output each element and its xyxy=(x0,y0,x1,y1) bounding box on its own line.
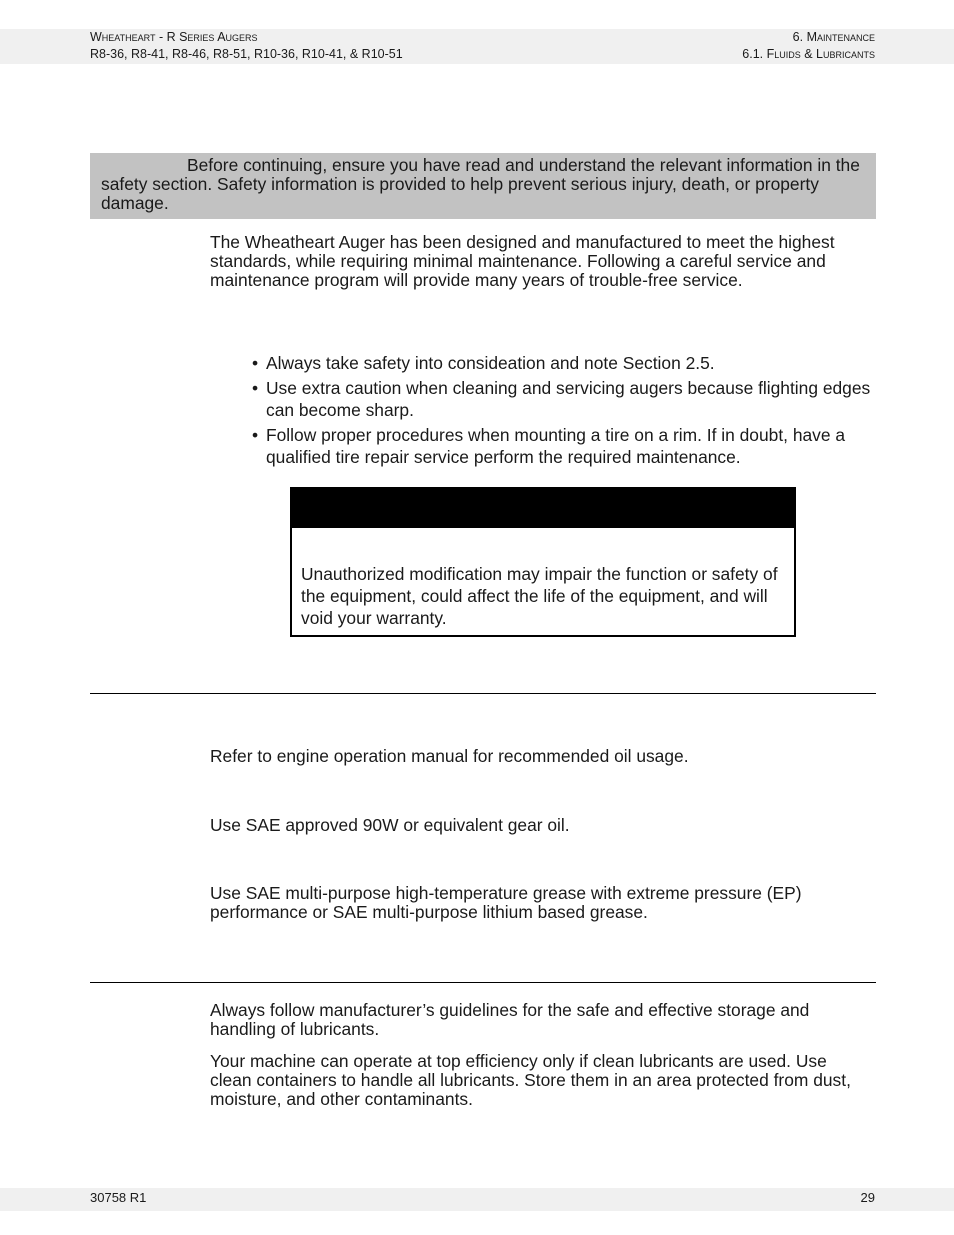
bullet-item: • Use extra caution when cleaning and servicing augers because flighting edges can become sharp. xyxy=(250,377,880,421)
storage-paragraph-1: Always follow manufacturer’s guidelines for the safe and effective storage and handling of lubricants. xyxy=(210,1000,810,1039)
header-left xyxy=(90,29,403,63)
intro-paragraph: The Wheatheart Auger has been designed and manufactured to meet the highest standards, while requiring minimal maintenance. Following a careful service and maintenance program will provide many years of trouble-free service. xyxy=(210,232,835,290)
page-footer xyxy=(0,1188,954,1211)
subsection-title: 6.1. Fluids & Lubricants xyxy=(742,47,875,61)
header-right xyxy=(742,29,875,63)
notice-box xyxy=(290,487,796,637)
engine-oil-text: Refer to engine operation manual for recommended oil usage. xyxy=(210,746,689,766)
bullet-item: • Follow proper procedures when mounting a tire on a rim. If in doubt, have a qualified tire repair service perform the required maintenance. xyxy=(250,424,880,468)
notice-text: Unauthorized modification may impair the function or safety of the equipment, could affect the life of the equipment, and will void your warranty. xyxy=(301,564,778,628)
section-title: 6. Maintenance xyxy=(792,30,875,44)
safety-banner xyxy=(90,153,876,219)
doc-number: 30758 R1 xyxy=(90,1190,147,1205)
safety-banner-text: Before continuing, ensure you have read and understand the relevant information in the safety section. Safety information is provided to help prevent serious injury, death, or property damage. xyxy=(101,155,860,213)
page-number: 29 xyxy=(860,1190,875,1205)
section-divider xyxy=(90,693,876,694)
model-list: R8-36, R8-41, R8-46, R8-51, R10-36, R10-41, & R10-51 xyxy=(90,47,403,61)
notice-header-bar xyxy=(292,489,794,528)
page-header xyxy=(0,29,954,64)
doc-title: Wheatheart - R Series Augers xyxy=(90,30,258,44)
section-divider xyxy=(90,982,876,983)
storage-paragraph-2: Your machine can operate at top efficiency only if clean lubricants are used. Use clean containers to handle all lubricants. Store them in an area protected from dust, moisture, and other contaminants. xyxy=(210,1051,851,1109)
gear-oil-text: Use SAE approved 90W or equivalent gear oil. xyxy=(210,815,570,835)
bullet-item: • Always take safety into consideation and note Section 2.5. xyxy=(250,352,880,374)
safety-bullet-list xyxy=(250,352,880,471)
grease-text: Use SAE multi-purpose high-temperature grease with extreme pressure (EP) performance or SAE multi-purpose lithium based grease. xyxy=(210,883,802,922)
